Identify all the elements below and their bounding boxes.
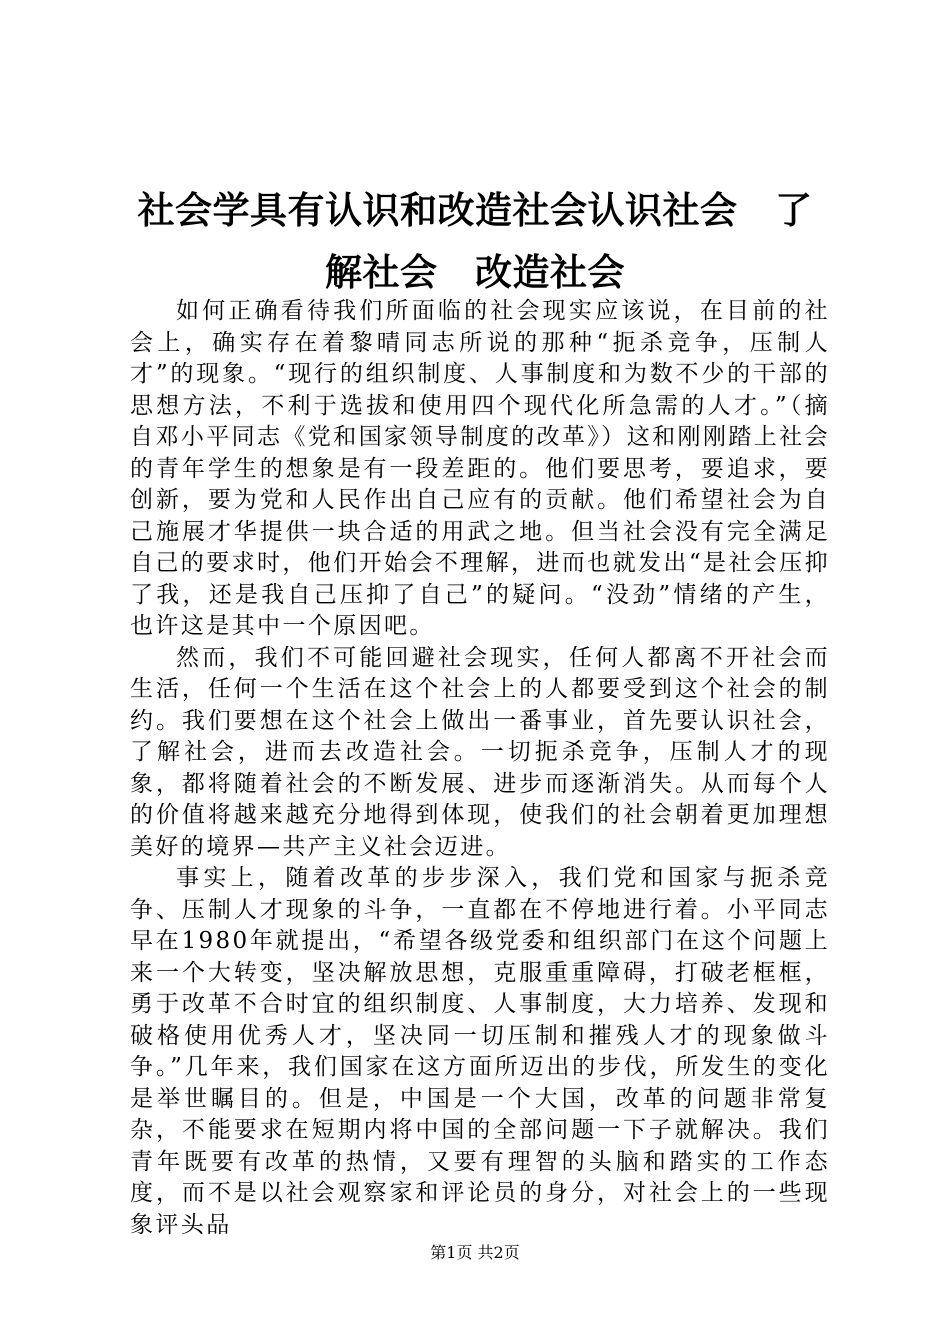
paragraph: 然而，我们不可能回避社会现实，任何人都离不开社会而生活，任何一个生活在这个社会上的人都要受到这个社会的制约。我们要想在这个社会上做出一番事业，首先要认识社会，了解社会，进而去改造社会。一切扼杀竞争，压制人才的现象，都将随着社会的不断发展、进步而逐渐消失。从而每个人的价值将越来越充分地得到体现，使我们的社会朝着更加理想美好的境界—共产主义社会迈进。 xyxy=(130,644,830,860)
paragraph: 如何正确看待我们所面临的社会现实应该说，在目前的社会上，确实存在着黎晴同志所说的那种“扼杀竞争，压制人才”的现象。“现行的组织制度、人事制度和为数不少的干部的思想方法，不利于选拔和使用四个现代化所急需的人才。”（摘自邓小平同志《党和国家领导制度的改革》）这和刚刚踏上社会的青年学生的想象是有一段差距的。他们要思考，要追求，要创新，要为党和人民作出自己应有的贡献。他们希望社会为自己施展才华提供一块合适的用武之地。但当社会没有完全满足自己的要求时，他们开始会不理解，进而也就发出“是社会压抑了我，还是我自己压抑了自己”的疑问。“没劲”情绪的产生，也许这是其中一个原因吧。 xyxy=(130,298,830,639)
page-number-footer: 第1页 共2页 xyxy=(430,1243,520,1262)
document-title: 社会学具有认识和改造社会认识社会 了解社会 改造社会 xyxy=(137,189,813,294)
document-body xyxy=(130,296,830,1241)
paragraph: 事实上，随着改革的步步深入，我们党和国家与扼杀竞争、压制人才现象的斗争，一直都在不停地进行着。小平同志早在1980年就提出，“希望各级党委和组织部门在这个问题上来一个大转变，坚决解放思想，克服重重障碍，打破老框框，勇于改革不合时宜的组织制度、人事制度，大力培养、发现和破格使用优秀人才，坚决同一切压制和摧残人才的现象做斗争。”几年来，我们国家在这方面所迈出的步伐，所发生的变化是举世瞩目的。但是，中国是一个大国，改革的问题非常复杂，不能要求在短期内将中国的全部问题一下子就解决。我们青年既要有改革的热情，又要有理智的头脑和踏实的工作态度，而不是以社会观察家和评论员的身分，对社会上的一些现象评头品 xyxy=(130,865,830,1238)
